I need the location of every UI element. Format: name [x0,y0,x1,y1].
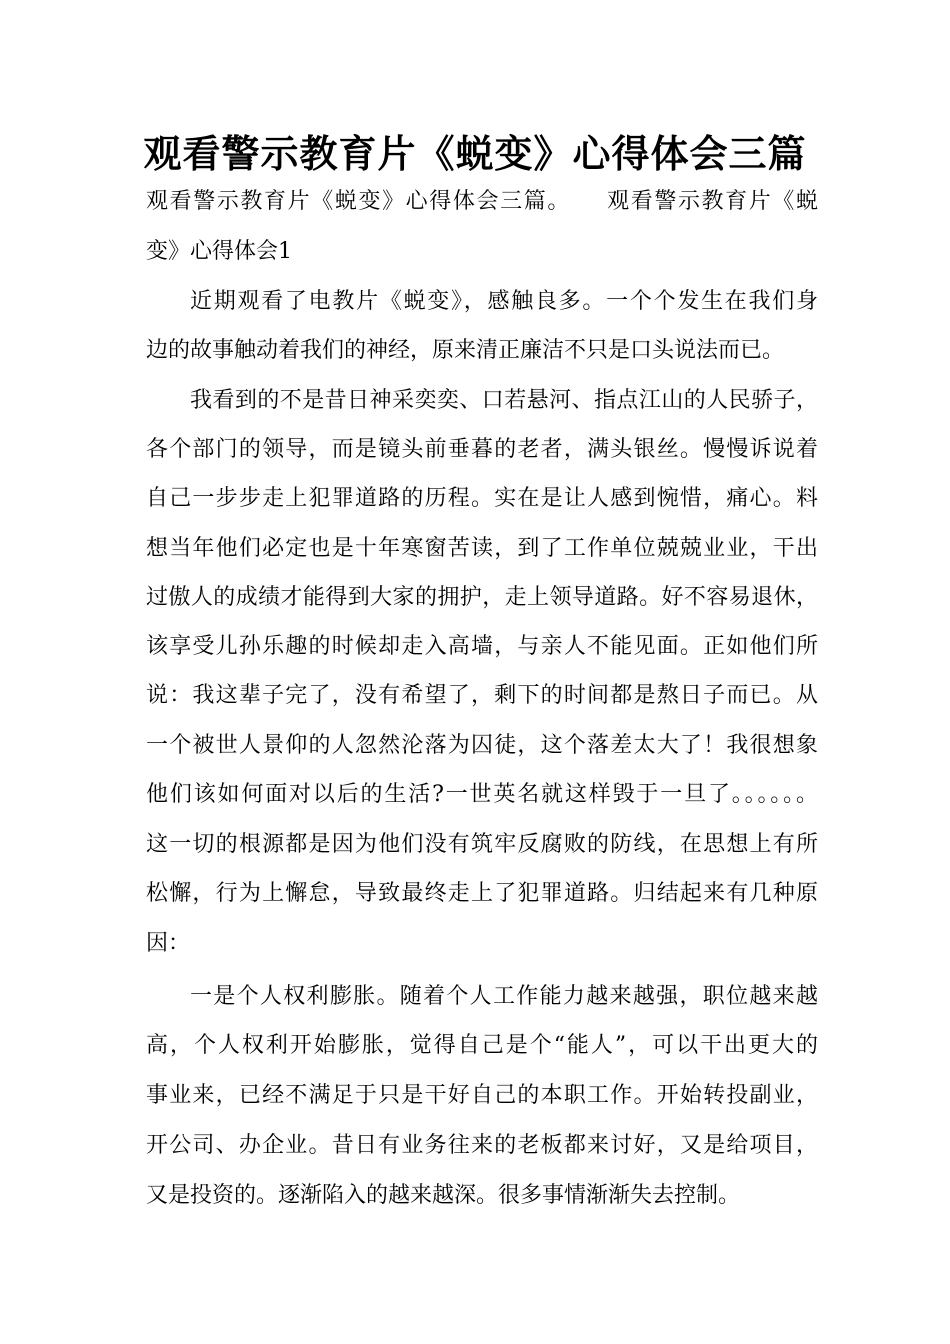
text-line: 开公司、办企业。昔日有业务往来的老板都来讨好，又是给项目， [146,1133,818,1158]
text-line: 边的故事触动着我们的神经，原来清正廉洁不只是口头说法而已。 [146,338,785,363]
text-line: 各个部门的领导，而是镜头前垂暮的老者，满头银丝。慢慢诉说着 [146,437,818,462]
text-line: 我看到的不是昔日神采奕奕、口若悬河、指点江山的人民骄子， [190,388,818,413]
text-line: 想当年他们必定也是十年寒窗苦读，到了工作单位兢兢业业，干出 [146,536,818,561]
document-title: 观看警示教育片《蜕变》心得体会三篇 [143,131,807,176]
text-line: 松懈，行为上懈怠，导致最终走上了犯罪道路。归结起来有几种原 [146,881,818,906]
text-line: 说：我这辈子完了，没有希望了，剩下的时间都是熬日子而已。从 [146,683,818,708]
text-line: 又是投资的。逐渐陷入的越来越深。很多事情渐渐失去控制。 [146,1183,741,1208]
text-line: 一是个人权利膨胀。随着个人工作能力越来越强，职位越来越 [190,984,818,1009]
text-line: 过傲人的成绩才能得到大家的拥护，走上领导道路。好不容易退休， [146,585,818,610]
text-line: 观看警示教育片《蜕变》心得体会三篇。 观看警示教育片《蜕 [146,189,818,214]
text-line: 该享受儿孙乐趣的时候却走入高墙，与亲人不能见面。正如他们所 [146,634,818,659]
text-line: 这一切的根源都是因为他们没有筑牢反腐败的防线，在思想上有所 [146,832,818,857]
text-line: 因： [146,931,191,956]
text-line: 事业来，已经不满足于只是干好自己的本职工作。开始转投副业， [146,1083,818,1108]
text-line: 变》心得体会1 [146,239,292,264]
text-line: 近期观看了电教片《蜕变》，感触良多。一个个发生在我们身 [190,289,818,314]
text-line: 一个被世人景仰的人忽然沦落为囚徒，这个落差太大了！我很想象 [146,733,818,758]
text-line: 自己一步步走上犯罪道路的历程。实在是让人感到惋惜，痛心。料 [146,486,818,511]
text-line: 他们该如何面对以后的生活?一世英名就这样毁于一旦了。。。。。。 [146,782,818,807]
text-line: 高，个人权利开始膨胀，觉得自己是个“能人”，可以干出更大的 [146,1033,818,1058]
